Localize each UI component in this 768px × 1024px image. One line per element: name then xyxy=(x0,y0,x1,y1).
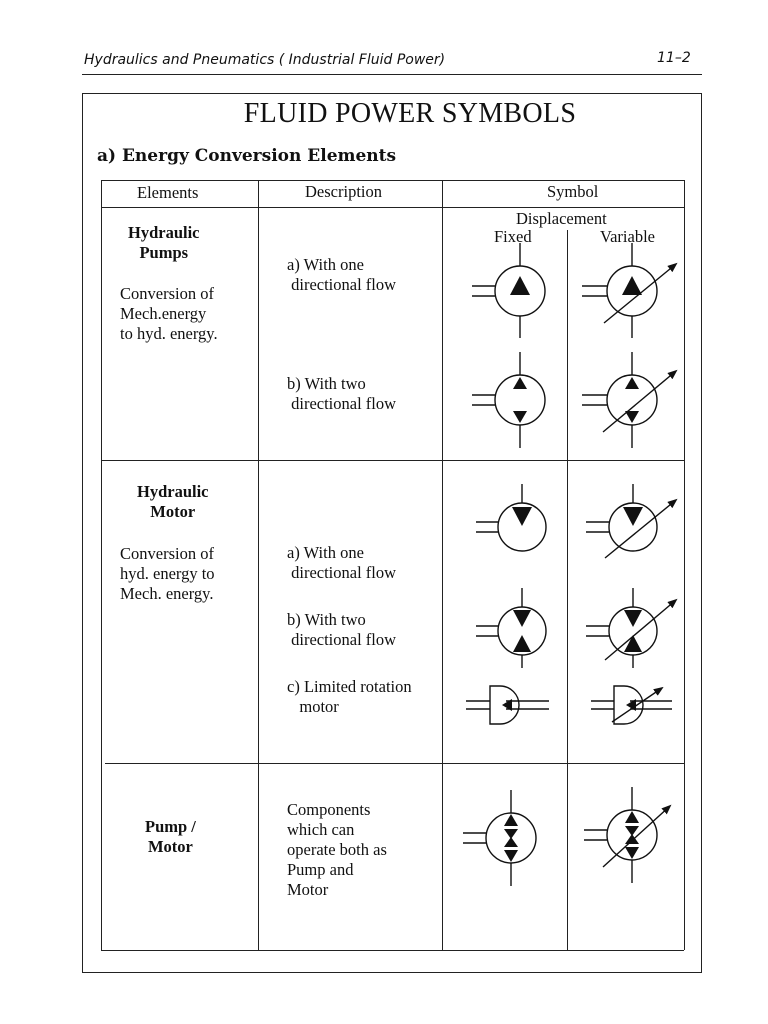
header-symbol: Symbol xyxy=(547,182,599,201)
header-description: Description xyxy=(305,182,382,201)
pump-two-direction-fixed-icon xyxy=(472,352,545,448)
pump-motor-description: Components which can operate both as Pump and Motor xyxy=(287,800,387,899)
motor-two-direction-variable-icon xyxy=(586,588,676,668)
book-title: Hydraulics and Pneumatics ( Industrial Fluid Power) xyxy=(84,52,446,68)
limited-rotation-motor-fixed-icon xyxy=(466,686,549,724)
pump-conversion-note: Conversion of Mech.energy to hyd. energy. xyxy=(120,284,218,343)
pump-desc-one-direction: a) With one directional flow xyxy=(287,255,397,294)
element-hydraulic-pumps: Hydraulic Pumps xyxy=(128,223,200,262)
fixed-label: Fixed xyxy=(494,227,532,246)
motor-two-direction-fixed-icon xyxy=(476,588,546,668)
displacement-label: Displacement xyxy=(516,209,607,228)
pump-motor-variable-icon xyxy=(584,787,670,883)
element-pump-motor: Pump / Motor xyxy=(145,817,196,856)
pump-desc-two-direction: b) With two directional flow xyxy=(287,374,397,413)
page-title: FLUID POWER SYMBOLS xyxy=(243,98,577,129)
pump-one-direction-variable-icon xyxy=(582,243,676,338)
pump-two-direction-variable-icon xyxy=(582,352,676,448)
header-elements: Elements xyxy=(137,183,199,202)
motor-one-direction-variable-icon xyxy=(586,484,676,558)
pump-one-direction-fixed-icon xyxy=(472,243,545,338)
motor-desc-one-direction: a) With one directional flow xyxy=(287,543,397,582)
limited-rotation-motor-variable-icon xyxy=(591,686,672,724)
section-heading: a) Energy Conversion Elements xyxy=(97,146,397,166)
variable-label: Variable xyxy=(600,227,655,246)
motor-desc-limited-rotation: c) Limited rotation motor xyxy=(287,677,412,716)
pump-motor-fixed-icon xyxy=(463,790,536,886)
page-number: 11–2 xyxy=(657,50,691,66)
motor-desc-two-direction: b) With two directional flow xyxy=(287,610,397,649)
element-hydraulic-motor: Hydraulic Motor xyxy=(137,482,209,521)
motor-conversion-note: Conversion of hyd. energy to Mech. energy. xyxy=(120,544,215,603)
motor-one-direction-fixed-icon xyxy=(476,484,546,551)
